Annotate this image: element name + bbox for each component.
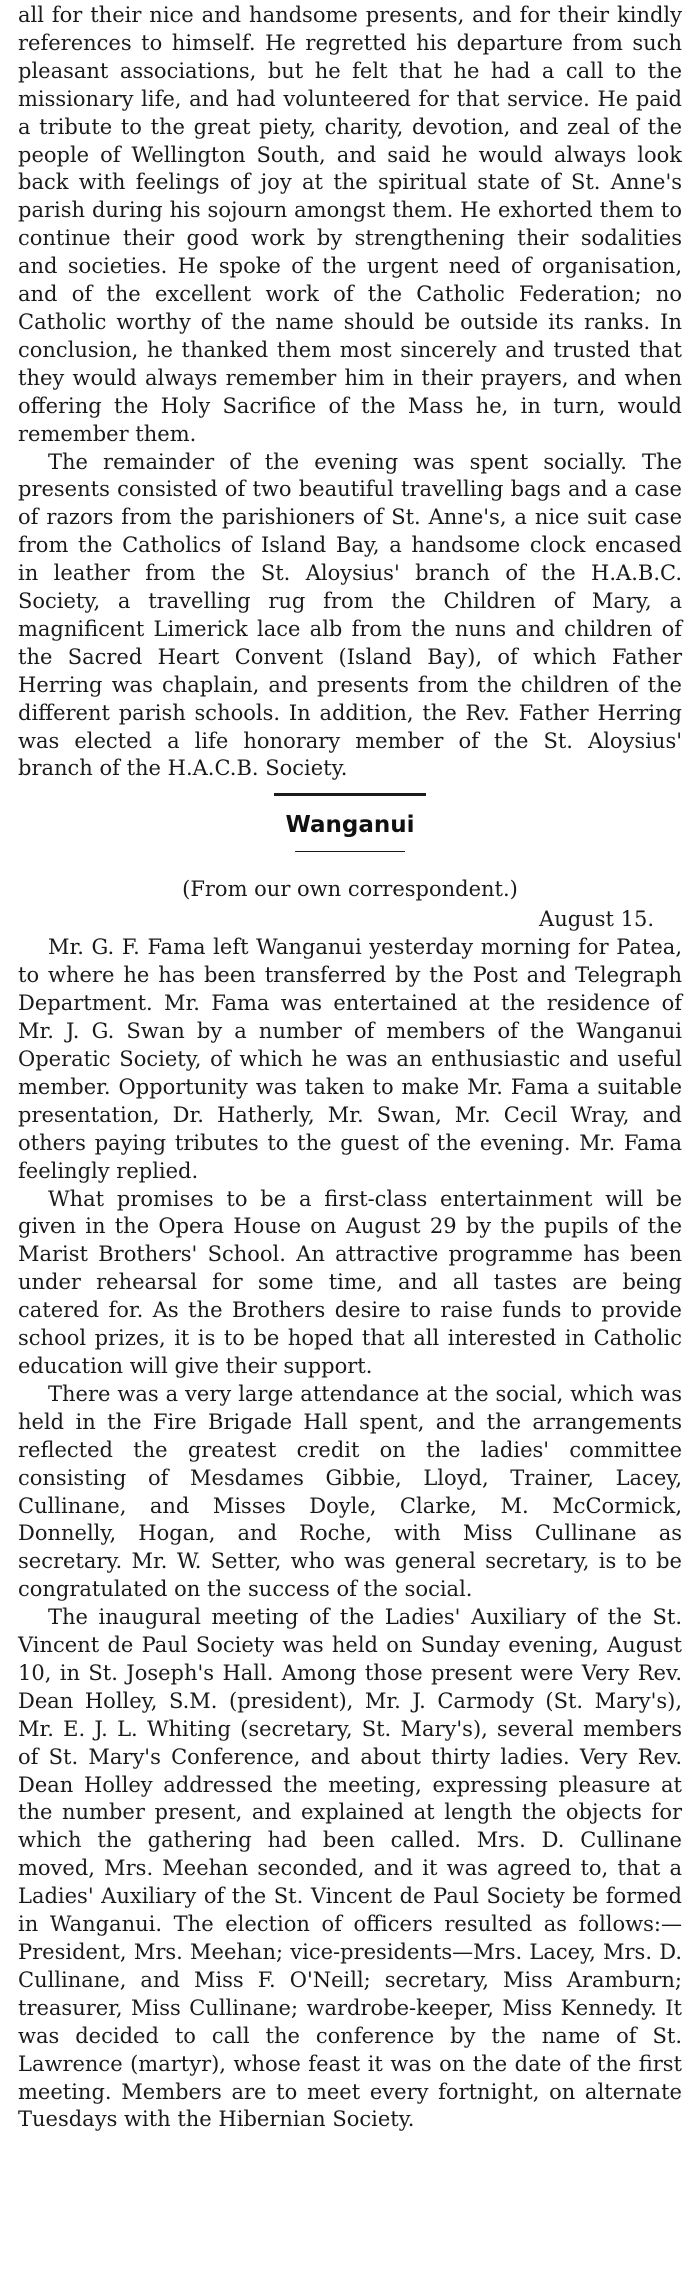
article-top-paragraph-1: all for their nice and handsome presents, and for their kindly references to himself. He regretted his departure from such pleasant associations, but he felt that he had a call to the missionary life, and had volunteered for that service. He paid a tribute to the great piety, charity, devotion, and zeal of the people of Wellington South, and said he would always look back with feelings of joy at the spiritual state of St. Anne's parish during his sojourn amongst them. He exhorted them to continue their good work by strengthening their sodalities and societies. He spoke of the urgent need of organisation, and of the excellent work of the Catholic Federation; no Catholic worthy of the name should be outside its ranks. In conclusion, he thanked them most sincerely and trusted that they would always remember him in their prayers, and when offering the Holy Sacrifice of the Mass he, in turn, would remember them. (18, 3, 682, 446)
correspondent-byline: (From our own correspondent.) (182, 877, 518, 902)
article-top-paragraph-2: The remainder of the evening was spent socially. The presents consisted of two beautiful travelling bags and a case of razors from the parishioners of St. Anne's, a nice suit case from the Catholics of Island Bay, a handsome clock encased in leather from the St. Aloysius' branch of the H.A.B.C. Society, a travelling rug from the Children of Mary, a magnificent Limerick lace alb from the nuns and children of the Sacred Heart Convent (Island Bay), of which Father Herring was chaplain, and presents from the children of the different parish schools. In addition, the Rev. Father Herring was elected a life honorary member of the St. Aloysius' branch of the H.A.C.B. Society. (18, 449, 682, 781)
section-paragraph-2: What promises to be a first-class entertainment will be given in the Opera House on August 29 by the pupils of the Marist Brothers' School. An attractive programme has been under rehearsal for some time, and all tastes are being catered for. As the Brothers desire to raise funds to provide school prizes, it is to be hoped that all interested in Catholic education will give their support. (18, 1186, 682, 1378)
section-paragraph-4: The inaugural meeting of the Ladies' Auxiliary of the St. Vincent de Paul Society was held on Sunday evening, August 10, in St. Joseph's Hall. Among those present were Very Rev. Dean Holley, S.M. (president), Mr. J. Carmody (St. Mary's), Mr. E. J. L. Whiting (secretary, St. Mary's), several members of St. Mary's Conference, and about thirty ladies. Very Rev. Dean Holley addressed the meeting, expressing pleasure at the number present, and explained at length the objects for which the gathering had been called. Mrs. D. Cullinane moved, Mrs. Meehan seconded, and it was agreed to, that a Ladies' Auxiliary of the St. Vincent de Paul Society be formed in Wanganui. The election of officers resulted as follows:—President, Mrs. Meehan; vice-presidents—Mrs. Lacey, Mrs. D. Cullinane, and Miss F. O'Neill; secretary, Miss Aramburn; treasurer, Miss Cullinane; wardrobe-keeper, Miss Kennedy. It was decided to call the conference by the name of St. Lawrence (martyr), whose feast it was on the date of the first meeting. Members are to meet every fortnight, on alternate Tuesdays with the Hibernian Society. (18, 1605, 682, 2132)
heading-underline (295, 851, 405, 852)
section-divider-rule (274, 793, 426, 796)
section-paragraph-1: Mr. G. F. Fama left Wanganui yesterday morning for Patea, to where he has been transferred by the Post and Telegraph Department. Mr. Fama was entertained at the residence of Mr. J. G. Swan by a number of members of the Wanganui Operatic Society, of which he was an enthusiastic and useful member. Opportunity was taken to make Mr. Fama a suitable presentation, Dr. Hatherly, Mr. Swan, Mr. Cecil Wray, and others paying tributes to the guest of the evening. Mr. Fama feelingly replied. (18, 935, 682, 1183)
section-heading: Wanganui (285, 812, 415, 839)
dateline: August 15. (539, 907, 654, 932)
section-paragraph-3: There was a very large attendance at the social, which was held in the Fire Brigade Hall spent, and the arrangements reflected the greatest credit on the ladies' committee consisting of Mesdames Gibbie, Lloyd, Trainer, Lacey, Cullinane, and Misses Doyle, Clarke, M. McCormick, Donnelly, Hogan, and Roche, with Miss Cullinane as secretary. Mr. W. Setter, who was general secretary, is to be congratulated on the success of the social. (18, 1381, 682, 1602)
section-divider (18, 783, 682, 805)
newspaper-column (18, 2, 682, 2134)
